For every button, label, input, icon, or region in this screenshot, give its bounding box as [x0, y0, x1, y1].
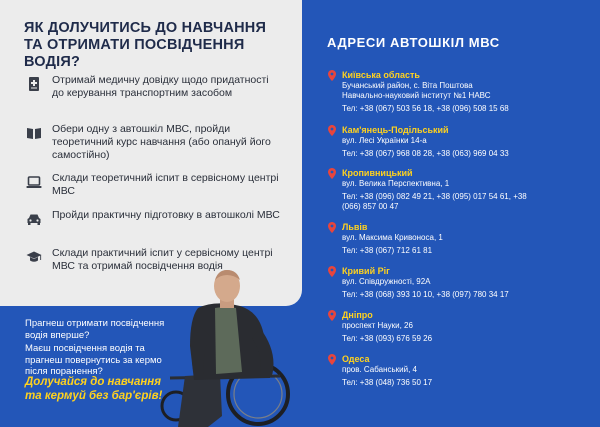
location-pin-icon: [328, 266, 336, 277]
step-text: Склади теоретичний іспит в сервісному центрі МВС: [52, 172, 279, 197]
address-item: [328, 70, 588, 114]
question-return-after-injury: Маєш посвідчення водія та прагнеш повернутись за кермо після поранення?: [25, 343, 162, 377]
address-line: Навчально-науковий інститут №1 НАВС: [342, 91, 491, 100]
location-pin-icon: [328, 354, 336, 365]
address-city: Одеса: [342, 354, 370, 364]
laptop-icon: [24, 173, 44, 191]
person-in-wheelchair-illustration: [160, 266, 300, 427]
address-line: вул. Співдружності, 92А: [342, 277, 431, 286]
address-phone: Тел: +38 (048) 736 50 17: [342, 378, 433, 387]
steps-title: ЯК ДОЛУЧИТИСЬ ДО НАВЧАННЯ ТА ОТРИМАТИ ПОСВІДЧЕННЯ ВОДІЯ?: [24, 20, 267, 70]
step-text: Склади практичний іспит у сервісному центрі МВС та отримай посвідчення водія: [52, 247, 273, 272]
step-text: Обери одну з автошкіл МВС, пройди теоретичний курс навчання (або опануй його самостійно): [52, 123, 271, 161]
car-icon: [24, 210, 44, 228]
call-to-action: Долучайся до навчання та кермуй без бар'єрів!: [25, 376, 163, 402]
address-item: [328, 168, 588, 212]
address-city: Кропивницький: [342, 168, 413, 178]
location-pin-icon: [328, 310, 336, 321]
step-practice: [24, 209, 282, 228]
address-line: пров. Сабанський, 4: [342, 365, 418, 374]
address-item: [328, 125, 588, 159]
address-item: [328, 354, 588, 388]
graduation-cap-icon: [24, 248, 44, 266]
address-item: [328, 266, 588, 300]
address-city: Львів: [342, 222, 368, 232]
address-line: Бучанський район, с. Віта Поштова: [342, 81, 473, 90]
address-city: Київська область: [342, 70, 420, 80]
address-phone: Тел: +38 (067) 968 08 28, +38 (063) 969 04 33: [342, 149, 509, 158]
address-line: вул. Лесі Українки 14-а: [342, 136, 427, 145]
step-theory-exam: [24, 172, 282, 198]
medical-certificate-icon: [24, 75, 44, 93]
address-phone: Тел: +38 (068) 393 10 10, +38 (097) 780 34 17: [342, 290, 509, 299]
location-pin-icon: [328, 125, 336, 136]
address-phone: Тел: +38 (093) 676 59 26: [342, 334, 433, 343]
address-phone: Тел: +38 (067) 503 56 18, +38 (096) 508 15 68: [342, 104, 509, 113]
step-text: Отримай медичну довідку щодо придатності до керування транспортним засобом: [52, 74, 269, 99]
location-pin-icon: [328, 168, 336, 179]
location-pin-icon: [328, 70, 336, 81]
address-city: Кам'янець-Подільський: [342, 125, 449, 135]
step-text: Пройди практичну підготовку в автошколі МВС: [52, 209, 280, 221]
address-item: [328, 310, 588, 344]
address-phone: Тел: +38 (067) 712 61 81: [342, 246, 433, 255]
address-line: вул. Велика Перспективна, 1: [342, 179, 450, 188]
steps-card: [0, 0, 302, 306]
step-medical: [24, 74, 282, 100]
address-city: Дніпро: [342, 310, 373, 320]
book-icon: [24, 124, 44, 142]
address-item: [328, 222, 588, 256]
question-first-license: Прагнеш отримати посвідчення водія вперше?: [25, 318, 165, 341]
address-phone: Тел: +38 (096) 082 49 21, +38 (095) 017 54 61, +38 (066) 857 00 47: [342, 192, 527, 211]
addresses-title: АДРЕСИ АВТОШКІЛ МВС: [327, 35, 500, 50]
address-city: Кривий Ріг: [342, 266, 390, 276]
location-pin-icon: [328, 222, 336, 233]
address-line: проспект Науки, 26: [342, 321, 413, 330]
step-theory-course: [24, 123, 282, 162]
address-line: вул. Максима Кривоноса, 1: [342, 233, 443, 242]
